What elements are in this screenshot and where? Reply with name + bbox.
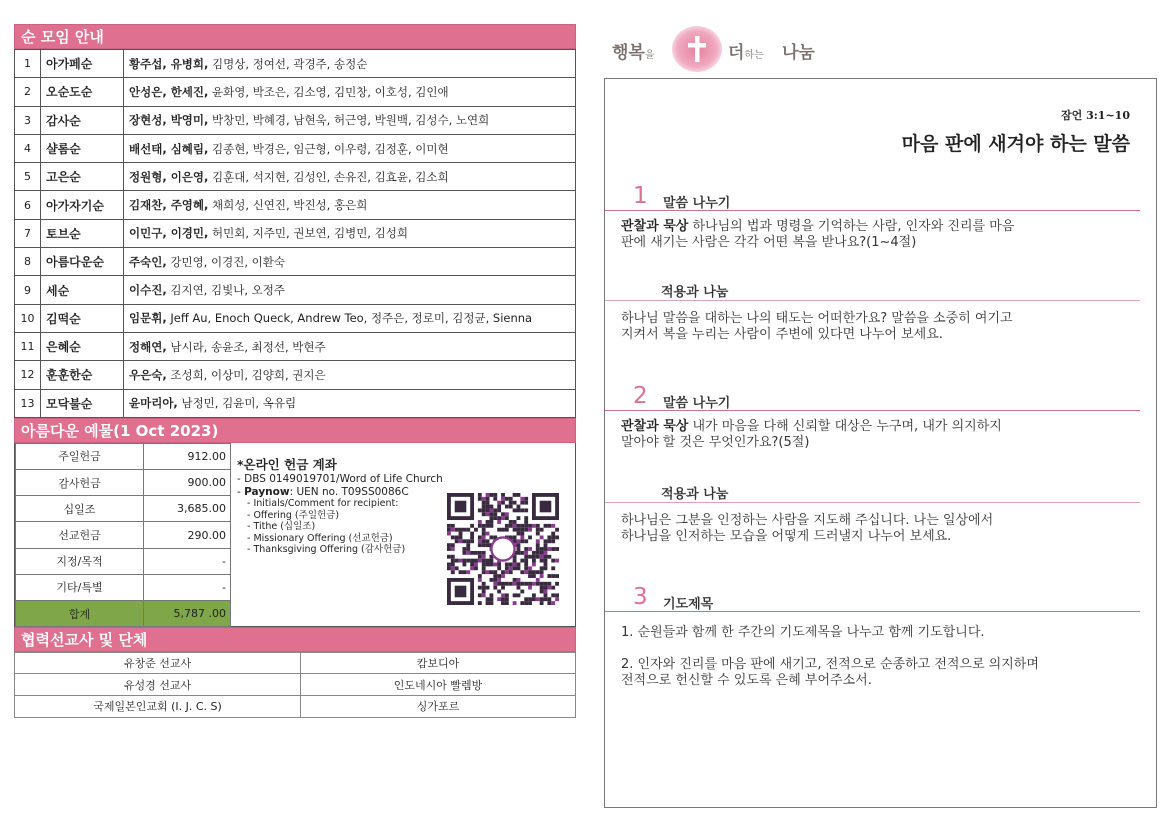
group-name: 김떡순	[41, 304, 124, 332]
group-member-list: 김종현, 박경은, 임근형, 이우령, 김정훈, 이미현	[208, 141, 449, 156]
group-member-list: 김지연, 김빛나, 오정주	[166, 283, 285, 298]
group-leaders: 정원형, 이은영,	[129, 169, 209, 184]
group-row	[15, 248, 576, 276]
group-name: 감사순	[41, 106, 124, 134]
offering-label: 기타/특별	[16, 574, 144, 600]
observation-line-1	[621, 419, 1131, 435]
group-name: 세순	[41, 276, 124, 304]
offering-amount: 912.00	[144, 443, 231, 469]
groups-table	[14, 49, 576, 418]
group-row	[15, 304, 576, 332]
apply-line-2: 지켜서 복을 누리는 사람이 주변에 있다면 나누어 보세요.	[621, 327, 943, 342]
section-2-observation	[621, 419, 1131, 451]
group-row	[15, 163, 576, 191]
offering-amount: 900.00	[144, 470, 231, 496]
brand-sharing: 나눔	[782, 43, 815, 63]
offering-table	[15, 443, 231, 627]
group-leaders: 이수진,	[129, 283, 167, 298]
divider	[605, 611, 1140, 612]
section-3-number: 3	[633, 584, 648, 610]
group-row	[15, 78, 576, 106]
groups-header: 순 모임 안내	[14, 24, 576, 49]
group-members	[124, 219, 576, 247]
online-offering-title: *온라인 헌금 계좌	[237, 456, 337, 472]
group-leaders: 임문휘,	[129, 311, 167, 326]
section-2-apply	[621, 513, 1131, 545]
group-members	[124, 276, 576, 304]
group-row	[15, 361, 576, 389]
group-members	[124, 106, 576, 134]
offering-amount: 3,685.00	[144, 496, 231, 522]
paynow-uen: : UEN no. T09SS0086C	[289, 485, 409, 498]
section-1-apply	[621, 311, 1131, 343]
mission-row	[15, 674, 576, 696]
group-name: 은혜순	[41, 332, 124, 360]
apply-title: 적용과 나눔	[661, 487, 729, 502]
group-members	[124, 389, 576, 417]
section-2-number: 2	[633, 383, 648, 409]
paynow-prefix: -	[237, 485, 245, 498]
apply-line-1: 하나님은 그분을 인정하는 사람을 지도해 주십니다. 나는 일상에서	[621, 513, 994, 528]
group-member-list: 조성희, 이상미, 김양희, 권지은	[166, 367, 326, 382]
group-leaders: 윤마리아,	[129, 396, 178, 411]
offering-total-label: 합계	[16, 600, 144, 626]
group-members	[124, 361, 576, 389]
offering-section	[14, 443, 576, 627]
group-members	[124, 332, 576, 360]
offering-label: 십일조	[16, 496, 144, 522]
group-leaders: 우은숙,	[129, 367, 167, 382]
group-member-list: 김훈대, 석지현, 김성인, 손유진, 김효윤, 김소희	[208, 169, 449, 184]
section-1-header	[605, 183, 1156, 211]
group-row	[15, 219, 576, 247]
group-number: 5	[15, 163, 41, 191]
group-number: 9	[15, 276, 41, 304]
observation-text: 하나님의 법과 명령을 기억하는 사람, 인자와 진리를 마음	[688, 219, 1015, 234]
group-leaders: 김재찬, 주영혜,	[129, 198, 209, 213]
group-row	[15, 332, 576, 360]
group-name: 토브순	[41, 219, 124, 247]
offering-total-row	[16, 600, 231, 626]
group-leaders: 안성은, 한세진,	[129, 84, 209, 99]
brand-part1	[612, 38, 655, 63]
group-number: 13	[15, 389, 41, 417]
group-number: 11	[15, 332, 41, 360]
cross-icon	[668, 24, 726, 74]
brand-more: 더	[728, 43, 745, 63]
mission-location: 싱가포르	[301, 696, 576, 718]
group-number: 4	[15, 134, 41, 162]
brand-part2	[728, 38, 764, 63]
apply-title: 적용과 나눔	[661, 285, 729, 300]
offering-label: 감사헌금	[16, 470, 144, 496]
prayer-item-2-line-2: 전적으로 헌신할 수 있도록 은혜 부어주소서.	[621, 673, 872, 688]
brand-happiness: 행복	[612, 43, 645, 63]
missionary-name: 유성경 선교사	[15, 674, 301, 696]
section-2-apply-header	[605, 481, 1156, 503]
group-leaders: 이민구, 이경민,	[129, 226, 209, 241]
group-leaders: 배선태, 심혜림,	[129, 141, 209, 156]
group-name: 고은순	[41, 163, 124, 191]
paynow-qr-code	[447, 493, 559, 605]
group-members	[124, 134, 576, 162]
group-leaders: 장현성, 박영미,	[129, 113, 209, 128]
group-members	[124, 50, 576, 78]
offering-row	[16, 522, 231, 548]
group-member-list: 남정민, 김윤미, 옥유림	[177, 396, 297, 411]
brand-particle-2: 하는	[744, 50, 764, 61]
prayer-item-2	[621, 657, 1131, 689]
paynow-label: Paynow	[244, 485, 290, 498]
offering-row	[16, 574, 231, 600]
mission-location: 인도네시아 빨렘방	[301, 674, 576, 696]
brand-particle-1: 을	[644, 50, 655, 61]
group-member-list: 채희성, 신연진, 박진성, 홍은희	[208, 198, 368, 213]
group-members	[124, 304, 576, 332]
observation-label: 관찰과 묵상	[621, 219, 689, 234]
group-number: 6	[15, 191, 41, 219]
group-number: 8	[15, 248, 41, 276]
section-3-title: 기도제목	[663, 597, 714, 612]
group-members	[124, 163, 576, 191]
divider	[605, 300, 1140, 301]
brand-logo	[612, 24, 852, 74]
group-members	[124, 78, 576, 106]
group-number: 3	[15, 106, 41, 134]
group-name: 오순도순	[41, 78, 124, 106]
group-row	[15, 276, 576, 304]
group-name: 모닥불순	[41, 389, 124, 417]
group-member-list: 허민회, 지주민, 권보연, 김병민, 김성희	[208, 226, 408, 241]
offering-row	[16, 548, 231, 574]
section-1-observation	[621, 219, 1131, 251]
missionary-name: 유창준 선교사	[15, 652, 301, 674]
prayer-item-1: 1. 순원들과 함께 한 주간의 기도제목을 나누고 함께 기도합니다.	[621, 625, 985, 640]
apply-line-2: 하나님을 인저하는 모습을 어떻게 드러낼지 나누어 보세요.	[621, 529, 952, 544]
offering-amount: -	[144, 548, 231, 574]
group-leaders: 정해연,	[129, 339, 167, 354]
offering-label: 선교헌금	[16, 522, 144, 548]
group-leaders: 황주섭, 유병희,	[129, 56, 209, 71]
offering-amount: -	[144, 574, 231, 600]
divider	[605, 502, 1140, 503]
group-member-list: 김명상, 정여선, 곽경주, 송정순	[208, 56, 368, 71]
offering-total-amount: 5,787 .00	[144, 600, 231, 626]
offering-row	[16, 496, 231, 522]
group-row	[15, 134, 576, 162]
group-members	[124, 191, 576, 219]
divider	[605, 410, 1140, 411]
group-row	[15, 389, 576, 417]
group-member-list: 남시라, 송윤조, 최정선, 박현주	[166, 339, 326, 354]
group-leaders: 주숙인,	[129, 254, 167, 269]
group-name: 아름다운순	[41, 248, 124, 276]
sermon-title: 마음 판에 새겨야 하는 말씀	[901, 133, 1130, 155]
group-number: 7	[15, 219, 41, 247]
mission-row	[15, 696, 576, 718]
group-member-list: 윤화영, 박조은, 김소영, 김민창, 이호성, 김인애	[208, 84, 449, 99]
bank-account-line: - DBS 0149019701/Word of Life Church	[237, 473, 443, 486]
group-name: 훈훈한순	[41, 361, 124, 389]
offering-row	[16, 470, 231, 496]
missionary-name: 국제일본인교회 (I. J. C. S)	[15, 696, 301, 718]
divider	[605, 210, 1140, 211]
observation-line-2: 말아야 할 것은 무엇인가요?(5절)	[621, 435, 810, 450]
missions-table	[14, 652, 576, 718]
recipient-comment-item: - Offering (주일헌금)	[247, 509, 340, 521]
observation-line-1	[621, 219, 1131, 235]
group-number: 12	[15, 361, 41, 389]
section-3-header	[605, 584, 1156, 612]
group-members	[124, 248, 576, 276]
offering-label: 지정/목적	[16, 548, 144, 574]
group-number: 2	[15, 78, 41, 106]
group-member-list: 박창민, 박혜경, 남현욱, 허근영, 박원백, 김성수, 노연희	[208, 113, 490, 128]
left-panel	[14, 24, 576, 718]
offering-header: 아름다운 예물(1 Oct 2023)	[14, 418, 576, 443]
missions-header: 협력선교사 및 단체	[14, 627, 576, 652]
group-member-list: Jeff Au, Enoch Queck, Andrew Teo, 정주은, 정로미, 김정균, Sienna	[166, 311, 533, 326]
group-row	[15, 50, 576, 78]
group-name: 샬롬순	[41, 134, 124, 162]
section-1-apply-header	[605, 279, 1156, 301]
observation-label: 관찰과 묵상	[621, 419, 689, 434]
scripture-reference: 잠언 3:1~10	[1061, 109, 1130, 122]
offering-amount: 290.00	[144, 522, 231, 548]
recipient-comment-item: - Tithe (십일조)	[247, 521, 316, 533]
recipient-comment-item: - Thanksgiving Offering (감사헌금)	[247, 544, 406, 556]
section-1-number: 1	[633, 183, 648, 209]
group-row	[15, 106, 576, 134]
mission-location: 캄보디아	[301, 652, 576, 674]
recipient-comment-item: - Initials/Comment for recipient:	[247, 498, 399, 510]
observation-line-2: 판에 새기는 사람은 각각 어떤 복을 받나요?(1~4절)	[621, 235, 917, 250]
recipient-comment-item: - Missionary Offering (선교헌금)	[247, 532, 393, 544]
prayer-item-2-line-1: 2. 인자와 진리를 마음 판에 새기고, 전적으로 순종하고 전적으로 의지하며	[621, 657, 1039, 672]
group-member-list: 강민영, 이경진, 이환숙	[166, 254, 285, 269]
group-name: 아가페순	[41, 50, 124, 78]
group-number: 1	[15, 50, 41, 78]
group-number: 10	[15, 304, 41, 332]
group-row	[15, 191, 576, 219]
section-1-title: 말씀 나누기	[663, 196, 731, 211]
observation-text: 내가 마음을 다해 신뢰할 대상은 누구며, 내가 의지하지	[688, 419, 1002, 434]
sermon-sheet	[604, 78, 1157, 808]
online-offering-info	[231, 443, 575, 626]
section-2-title: 말씀 나누기	[663, 396, 731, 411]
section-2-header	[605, 383, 1156, 411]
offering-label: 주일헌금	[16, 443, 144, 469]
apply-line-1: 하나님 말씀을 대하는 나의 태도는 어떠한가요? 말씀을 소중히 여기고	[621, 311, 1013, 326]
offering-row	[16, 443, 231, 469]
mission-row	[15, 652, 576, 674]
group-name: 아가자기순	[41, 191, 124, 219]
